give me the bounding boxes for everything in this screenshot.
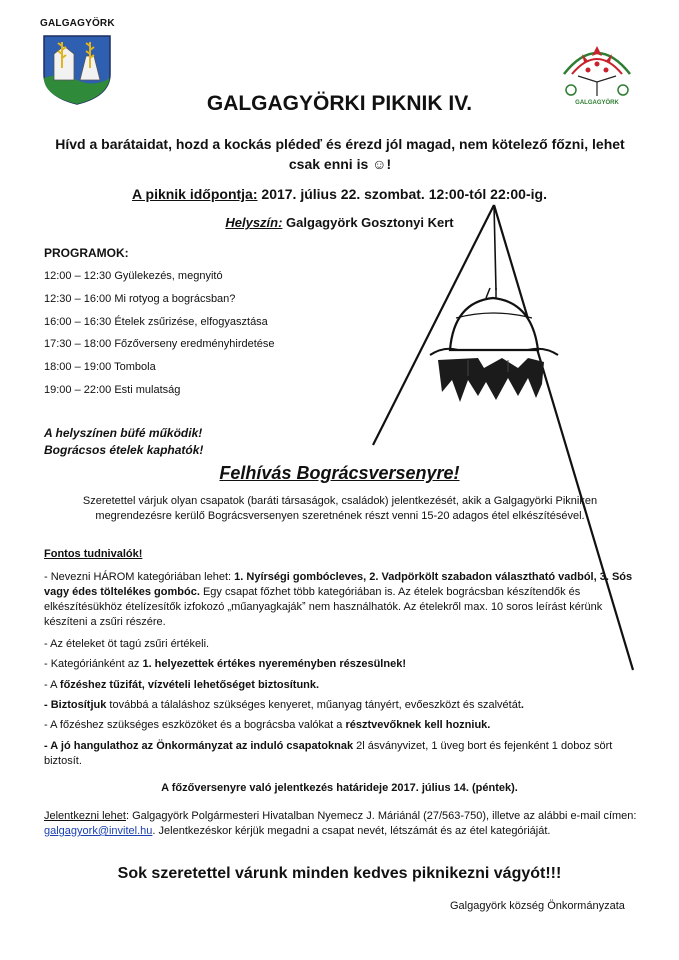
rule-item-firewood bbox=[44, 678, 639, 693]
place-value: Galgagyörk Gosztonyi Kert bbox=[282, 215, 454, 230]
rule-text: - Az ételeket öt tagú zsűri értékeli. bbox=[44, 638, 210, 650]
contact-label: Jelentkezni lehet bbox=[44, 810, 126, 822]
deadline-text: A főzőversenyre való jelentkezés határideje bbox=[161, 782, 392, 794]
rule-text: továbbá a tálaláshoz szükséges kenyeret, műanyag tányért, evőeszközt és szalvétát bbox=[106, 699, 521, 711]
rule-text: - Nevezni HÁROM kategóriában lehet: bbox=[44, 571, 235, 583]
date-label: A piknik időpontja: bbox=[132, 186, 258, 202]
contact-text: : Galgagyörk Polgármesteri Hivatalban Nyemecz J. Máriánál (27/563-750), illetve az alábbi e-mail címen: bbox=[125, 810, 637, 822]
rule-emphasis: főzéshez tűzifát, vízvételi lehetőséget biztosítunk. bbox=[59, 679, 320, 691]
contact-info bbox=[44, 809, 639, 839]
rule-item-serving bbox=[44, 698, 639, 713]
rule-item-drinks bbox=[44, 739, 639, 769]
rule-emphasis: 1. Nyírségi gombócleves, 2. Vadpörkölt szabadon választható vadból, 3. Sós vagy édes töltelékes gombóc. bbox=[44, 571, 633, 598]
emblem-text: GALGAGYÖRK bbox=[575, 100, 619, 106]
contact-email-link[interactable]: galgagyork@invitel.hu bbox=[44, 825, 153, 837]
competition-invite-text: Szeretettel várjuk olyan csapatok (baráti társaságok, családok) jelentkezését, akik a Galgagyörki Pikniken megrendezésre kerülő Bográcsversenyen szeretnének részt venni 15-20 adagos étel elkészítésével. bbox=[82, 495, 598, 522]
rule-item-prizes bbox=[44, 657, 639, 672]
rule-text: 2l ásványvizet, 1 üveg bort és fejenként 1 doboz sört biztosít. bbox=[44, 740, 613, 767]
poster-title: GALGAGYÖRKI PIKNIK IV. bbox=[206, 92, 473, 115]
program-item: 12:30 – 16:00 Mi rotyog a bográcsban? bbox=[44, 293, 236, 305]
signature: Galgagyörk község Önkormányzata bbox=[450, 900, 625, 912]
rule-emphasis: résztvevőknek kell hozniuk. bbox=[345, 719, 491, 731]
buffet-line: A helyszínen büfé működik! bbox=[44, 426, 203, 440]
program-item: 16:00 – 16:30 Ételek zsűrizése, elfogyasztása bbox=[44, 316, 268, 328]
buffet-note bbox=[44, 425, 203, 459]
rule-text: - Kategóriánként az bbox=[44, 658, 143, 670]
village-name: GALGAGYÖRK bbox=[40, 18, 115, 29]
deadline-date: 2017. július 14. bbox=[391, 782, 469, 794]
place-label: Helyszín: bbox=[225, 215, 283, 230]
programs-heading: PROGRAMOK: bbox=[44, 246, 129, 260]
intro-text: Hívd a barátaidat, hozd a kockás plédeď és érezd jól magad, nem kötelező főzni, lehet csak enni is ☺! bbox=[55, 136, 625, 172]
competition-call-heading: Felhívás Bográcsversenyre! bbox=[219, 463, 460, 483]
rule-text: - A bbox=[44, 679, 60, 691]
program-item: 18:00 – 19:00 Tombola bbox=[44, 361, 156, 373]
buffet-line: Bográcsos ételek kaphatók! bbox=[44, 443, 204, 457]
rule-item-categories bbox=[44, 570, 639, 630]
rule-item-jury bbox=[44, 637, 639, 652]
rule-emphasis: - Biztosítjuk bbox=[44, 699, 107, 711]
rule-emphasis: - A jó hangulathoz az Önkormányzat az induló csapatoknak bbox=[44, 740, 354, 752]
deadline-day: (péntek). bbox=[468, 782, 518, 794]
program-item: 17:30 – 18:00 Főzőverseny eredményhirdetése bbox=[44, 338, 275, 350]
rule-text: Egy csapat főzhet több kategóriában is. Az ételek bográcsban készítendők és elkészítésükhöz ételízesítők izfokozó „műanyagkajákˮ nem használhatók. Az ételekről max. 10 soros leírást kérünk készíteni a zsűri részére. bbox=[44, 586, 603, 628]
rule-emphasis: 1. helyezettek értékes nyereményben részesülnek! bbox=[142, 658, 406, 670]
date-value: 2017. július 22. szombat. 12:00-tól 22:00-ig. bbox=[257, 186, 547, 202]
registration-deadline bbox=[0, 782, 679, 794]
closing-message: Sok szeretettel várunk minden kedves piknikezni vágyót!!! bbox=[117, 865, 562, 882]
rules-heading: Fontos tudnivalók! bbox=[44, 548, 143, 560]
program-item: 12:00 – 12:30 Gyülekezés, megnyitó bbox=[44, 270, 223, 282]
contact-text: . Jelentkezéskor kérjük megadni a csapat nevét, létszámát és az étel kategóriáját. bbox=[152, 825, 551, 837]
rule-item-equipment bbox=[44, 718, 639, 733]
rule-text: - A főzéshez szükséges eszközöket és a bográcsba valókat a bbox=[44, 719, 346, 731]
rule-emphasis: . bbox=[520, 699, 524, 711]
program-item: 19:00 – 22:00 Esti mulatság bbox=[44, 384, 181, 396]
